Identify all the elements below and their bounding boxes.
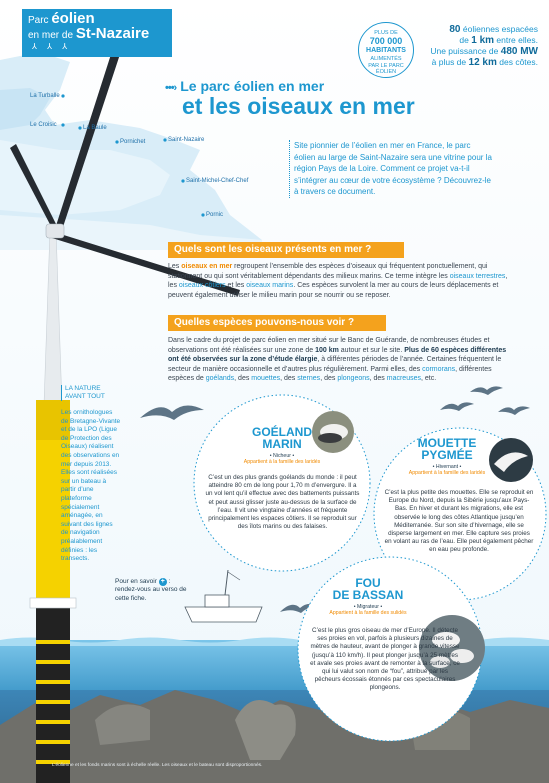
town-label: Saint-Nazaire: [168, 137, 205, 143]
turbine-count: 80: [449, 24, 461, 35]
turbine-spacing: 1 km: [471, 35, 495, 46]
text-run: , des: [234, 375, 252, 383]
stats-text: à plus de: [431, 57, 467, 67]
town-label: Le Croisic: [30, 122, 57, 128]
more-info-note: [115, 578, 193, 603]
plus-icon: +: [160, 578, 165, 585]
sidebar-text: Les ornithologues de Bretagne-Vivante et de la LPO (Ligue de Protection des Oiseaux) réalisent des observations en mer depuis 2013. Elles sont réalisées sur un bateau à partir d’une plateforme spécialement aménagée, en suivant des lignes de navigation préalablement définies : les transects.: [61, 409, 121, 563]
stats-text: entre elles.: [496, 35, 538, 45]
stats-text: éoliennes espacées: [462, 24, 538, 34]
mouette-card: [392, 437, 502, 476]
section1-paragraph: [168, 262, 508, 300]
species-family: Appartient à la famille des sulidés: [329, 610, 407, 616]
town-label: Pornic: [206, 212, 224, 218]
text-run: cormorans: [422, 365, 456, 373]
more-text: Pour en savoir: [115, 578, 157, 585]
species-status: • Nicheur •: [269, 453, 295, 459]
title-text: et les: [182, 93, 241, 119]
text-run: , les: [168, 272, 508, 290]
section2-paragraph: [168, 336, 508, 384]
species-name: MOUETTE: [417, 436, 477, 450]
text-run: , etc.: [420, 375, 437, 383]
arrow-icon: •••›: [165, 82, 177, 94]
stats-text: de: [459, 35, 469, 45]
stamp-number: 700 000: [369, 36, 403, 47]
mouette-description: C’est la plus petite des mouettes. Elle se reproduit en Europe du Nord, depuis la Sibérie jusqu’aux Pays-Bas. En hiver et durant les migrations, elle est observée le long des côtes Atlantique jusqu’en Méditerranée. Sur son site d’hivernage, elle se disperse largement en mer. Elle capture ses proies en volant au ras de l’eau. Elle peut également pêcher en eau peu profonde.: [384, 489, 534, 554]
logo-prefix: Parc: [28, 15, 49, 26]
section1-heading-text: Quels sont les oiseaux présents en mer ?: [174, 244, 372, 255]
section1-heading: [168, 242, 404, 258]
goeland-description: C’est un des plus grands goélands du monde : il peut atteindre 80 cm de long pour 1,70 m d’envergure. Il a un vol lent qu’il effectue avec des battements puissants et peut aussi glisser juste au-dessus de la surface de l’eau. Il vit une vingtaine d’années et fréquente principalement les espaces côtiers. Il se reproduit sur des îlots marins ou des falaises.: [205, 474, 360, 531]
species-name: FOU: [355, 576, 381, 590]
species-family: Appartient à la famille des laridés: [408, 470, 486, 476]
nature-sidebar: [61, 385, 121, 564]
species-status: • Hivernant •: [432, 464, 462, 470]
park-stats: [420, 24, 538, 68]
species-name: PYGMÉE: [421, 448, 473, 462]
text-run: Dans le cadre du projet de parc éolien en mer situé sur le Banc de Guérande, de nombreuses études et observations ont été réalisées sur une zone de: [168, 337, 490, 354]
species-family: Appartient à la famille des laridés: [243, 459, 321, 465]
text-run: et les: [225, 282, 247, 290]
text-run: 100 km: [315, 346, 339, 354]
text-run: mouettes: [251, 375, 281, 383]
fou-description: C’est le plus gros oiseau de mer d’Europe. Il détecte ses proies en vol, parfois à plusieurs dizaines de mètres de hauteur, avant de plonger à grande vitesse (jusqu’à 110 km/h). Il peut plonger jusqu’à 25 mètres et avale ses proies avant de remonter à la surface, ce qui lui valut son nom de “fou”, attribué par les pêcheurs écossais étonnés par ces spectaculaires plongeons.: [310, 627, 460, 692]
more-text: : rendez-vous au verso de cette fiche.: [115, 578, 187, 602]
text-run: plongeons: [337, 375, 370, 383]
species-status: • Migrateur •: [353, 604, 383, 610]
species-name: DE BASSAN: [332, 588, 404, 602]
text-run: , différentes espèces de: [168, 365, 492, 383]
fou-card: [318, 577, 418, 616]
stamp-line: PAR LE PARC: [368, 62, 404, 69]
logo-place: St-Nazaire: [75, 25, 150, 42]
town-dots: [0, 0, 262, 240]
species-name: MARIN: [262, 437, 302, 451]
park-power: 480 MW: [500, 46, 538, 57]
text-run: goélands: [205, 375, 235, 383]
logo-strong: éolien: [51, 10, 95, 27]
text-run: sternes: [297, 375, 321, 383]
footer-note: L’éolienne et les fonds marins sont à échelle réelle. Les oiseaux et le bateau sont disproportionnés.: [52, 763, 263, 768]
intro-text: Site pionnier de l’éolien en mer en France, le parc éolien au large de Saint-Nazaire sera une vitrine pour la région Pays de la Loire. Comment ce projet va-t-il s’intégrer au cœur de votre écosystème ? Découvrez-le à travers ce document.: [289, 140, 494, 198]
text-run: Plus de 60 espèces différentes ont été observées sur la zone d’étude élargie: [168, 346, 507, 364]
town-label: Pornichet: [120, 139, 146, 145]
town-label: La Baule: [83, 125, 107, 131]
households-stamp: [358, 22, 414, 78]
goeland-card: [212, 426, 352, 465]
sidebar-heading: LA NATURE AVANT TOUT: [61, 385, 121, 401]
section2-heading-text: Quelles espèces pouvons-nous voir ?: [174, 317, 355, 328]
text-run: autour et sur le site.: [338, 346, 405, 354]
text-run: oiseaux terrestres: [449, 272, 506, 280]
turbine-icon: ⅄ ⅄ ⅄: [32, 42, 72, 51]
section2-heading: [168, 315, 386, 331]
stamp-line: HABITANTS: [366, 47, 406, 55]
text-run: macreuses: [386, 375, 421, 383]
town-label: La Turballe: [30, 93, 60, 99]
town-label: Saint-Michel-Chef-Chef: [186, 178, 249, 184]
stats-text: Une puissance de: [430, 46, 499, 56]
text-run: oiseaux côtiers: [178, 282, 226, 290]
logo-line2: en mer de: [28, 30, 74, 41]
text-run: . Ces espèces survolent la mer au cours de leurs déplacements et peuvent également utiliser le milieu marin pour se nourrir ou se reposer.: [168, 282, 499, 299]
text-run: , des: [280, 375, 298, 383]
text-run: , à différentes périodes de l’année. Certaines fréquentent le secteur de manière occasionnelle et d’autres plus régulièrement. Parmi elles, des: [168, 356, 502, 373]
text-run: regroupent l’ensemble des espèces d’oiseaux qui fréquentent ponctuellement, qui stationnent ou qui sont véritablement dépendants des milieux marins. Ce terme intègre les: [168, 263, 488, 280]
text-run: oiseaux marins: [246, 282, 294, 290]
stamp-line: PLUS DE: [374, 30, 398, 36]
title-text: oiseaux en mer: [247, 93, 415, 119]
stats-text: des côtes.: [499, 57, 538, 67]
species-name: GOÉLAND: [252, 425, 312, 439]
text-run: , des: [320, 375, 338, 383]
title-text: Le parc éolien en mer: [180, 78, 325, 94]
text-run: , des: [369, 375, 387, 383]
text-run: oiseaux en mer: [181, 263, 233, 270]
stamp-line: ALIMENTÉS: [370, 56, 402, 63]
text-run: Les: [168, 263, 182, 270]
stamp-line: ÉOLIEN: [375, 69, 397, 76]
coast-distance: 12 km: [468, 57, 497, 68]
